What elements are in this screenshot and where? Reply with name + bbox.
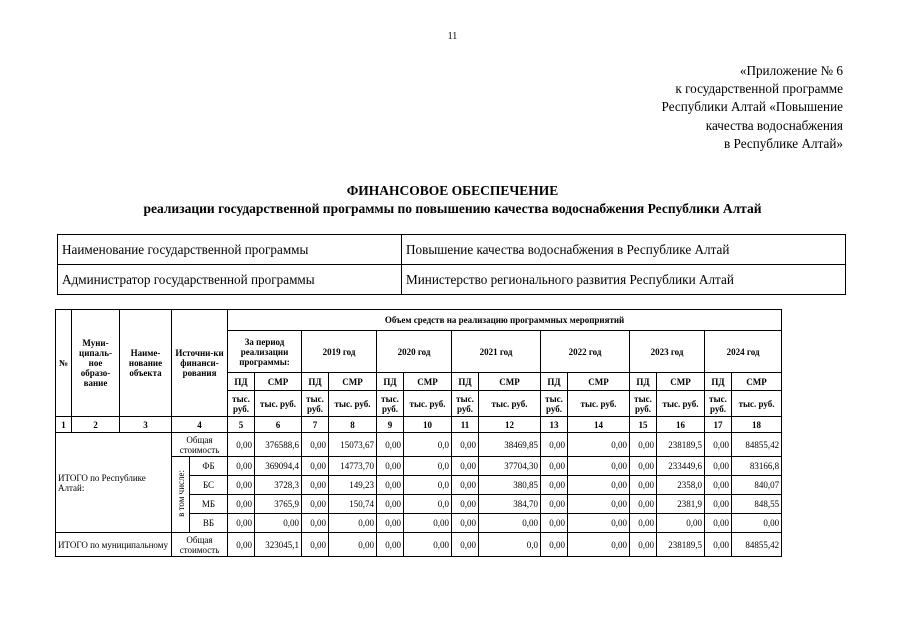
value-cell: 0,00 [228, 476, 255, 495]
pd-header: ПД [541, 373, 568, 391]
value-cell: 0,00 [302, 533, 329, 557]
column-number: 10 [404, 417, 452, 433]
value-cell: 0,00 [228, 533, 255, 557]
value-cell: 0,00 [302, 495, 329, 514]
unit-cell: тыс. руб. [452, 391, 479, 417]
column-number: 15 [630, 417, 657, 433]
value-cell: 2381,9 [657, 495, 705, 514]
smr-header: СМР [657, 373, 705, 391]
title-line: ФИНАНСОВОЕ ОБЕСПЕЧЕНИЕ [346, 183, 559, 198]
pd-header: ПД [630, 373, 657, 391]
value-cell: 0,00 [452, 533, 479, 557]
value-cell: 0,00 [541, 495, 568, 514]
year-header: 2019 год [302, 331, 377, 373]
column-number: 6 [255, 417, 302, 433]
period-header: За период реализации программы: [228, 331, 302, 373]
page-number: 11 [447, 31, 458, 42]
smr-header: СМР [255, 373, 302, 391]
value-cell: 0,00 [541, 433, 568, 457]
column-number: 17 [705, 417, 732, 433]
column-number: 7 [302, 417, 329, 433]
pd-header: ПД [452, 373, 479, 391]
value-cell: 840,07 [732, 476, 782, 495]
value-cell: 0,00 [541, 457, 568, 476]
value-cell: 0,00 [705, 476, 732, 495]
col-no-header: № [56, 310, 72, 417]
column-number: 2 [72, 417, 120, 433]
value-cell: 14773,70 [329, 457, 377, 476]
value-cell: 0,0 [404, 495, 452, 514]
value-cell: 0,00 [657, 514, 705, 533]
info-value: Министерство регионального развития Республики Алтай [402, 265, 846, 295]
including-label-cell [172, 457, 190, 533]
unit-cell: тыс. руб. [479, 391, 541, 417]
unit-cell: тыс. руб. [404, 391, 452, 417]
smr-header: СМР [404, 373, 452, 391]
column-number: 14 [568, 417, 630, 433]
value-cell: 0,00 [630, 533, 657, 557]
pd-header: ПД [705, 373, 732, 391]
value-cell: 384,70 [479, 495, 541, 514]
value-cell: 0,00 [377, 533, 404, 557]
value-cell: 0,00 [568, 457, 630, 476]
appendix-note [662, 62, 843, 153]
smr-header: СМР [732, 373, 782, 391]
column-number: 8 [329, 417, 377, 433]
value-cell: 2358,0 [657, 476, 705, 495]
including-label: в том числе: [175, 470, 186, 517]
value-cell: 84855,42 [732, 433, 782, 457]
value-cell: 0,00 [228, 495, 255, 514]
year-header: 2023 год [630, 331, 705, 373]
value-cell: 0,00 [705, 457, 732, 476]
value-cell: 0,00 [705, 514, 732, 533]
value-cell: 0,00 [302, 514, 329, 533]
value-cell: 0,00 [705, 433, 732, 457]
program-info-table [57, 234, 846, 295]
value-cell: 0,00 [568, 476, 630, 495]
column-number: 13 [541, 417, 568, 433]
appendix-line: качества водоснабжения [705, 117, 843, 133]
info-label: Администратор государственной программы [58, 265, 402, 295]
info-value: Повышение качества водоснабжения в Республике Алтай [402, 235, 846, 265]
col-source-header: Источни-ки финанси-рования [172, 310, 228, 417]
value-cell: 83166,8 [732, 457, 782, 476]
value-cell: 0,00 [479, 514, 541, 533]
value-cell: 0,00 [377, 457, 404, 476]
value-cell: 15073,67 [329, 433, 377, 457]
column-number: 9 [377, 417, 404, 433]
table-row [56, 457, 856, 476]
value-cell: 0,00 [541, 514, 568, 533]
value-cell: 38469,85 [479, 433, 541, 457]
table-row [56, 533, 856, 557]
value-cell: 0,0 [479, 533, 541, 557]
value-cell: 0,00 [452, 514, 479, 533]
value-cell: 0,00 [732, 514, 782, 533]
info-row [58, 235, 846, 265]
unit-cell: тыс. руб. [377, 391, 404, 417]
column-number: 1 [56, 417, 72, 433]
col-object-header: Наиме-нование объекта [120, 310, 172, 417]
year-header: 2024 год [705, 331, 782, 373]
value-cell: 0,0 [404, 457, 452, 476]
document-title [0, 182, 905, 218]
title-line: реализации государственной программы по повышению качества водоснабжения Республики Алтай [143, 201, 762, 216]
unit-cell: тыс. руб. [657, 391, 705, 417]
total-label: ИТОГО по Республике Алтай: [56, 433, 172, 533]
pd-header: ПД [377, 373, 404, 391]
column-number: 16 [657, 417, 705, 433]
value-cell: 0,00 [568, 514, 630, 533]
unit-cell: тыс. руб. [732, 391, 782, 417]
column-number: 18 [732, 417, 782, 433]
value-cell: 238189,5 [657, 433, 705, 457]
value-cell: 0,00 [329, 533, 377, 557]
pd-header: ПД [228, 373, 255, 391]
value-cell: 0,00 [228, 457, 255, 476]
source-cell: МБ [190, 495, 228, 514]
value-cell: 0,00 [255, 514, 302, 533]
value-cell: 380,85 [479, 476, 541, 495]
unit-cell: тыс. руб. [302, 391, 329, 417]
value-cell: 0,00 [568, 495, 630, 514]
appendix-line: в Республике Алтай» [724, 135, 843, 151]
muni-total-label: ИТОГО по муниципальному [56, 533, 172, 557]
unit-cell: тыс. руб. [705, 391, 732, 417]
value-cell: 848,55 [732, 495, 782, 514]
value-cell: 369094,4 [255, 457, 302, 476]
unit-cell: тыс. руб. [630, 391, 657, 417]
source-cell: ВБ [190, 514, 228, 533]
value-cell: 0,00 [705, 495, 732, 514]
value-cell: 0,00 [452, 433, 479, 457]
source-cell: Общая стоимость [172, 533, 228, 557]
value-cell: 233449,6 [657, 457, 705, 476]
year-header: 2022 год [541, 331, 630, 373]
value-cell: 0,00 [452, 457, 479, 476]
header-row [56, 310, 856, 331]
value-cell: 0,00 [705, 533, 732, 557]
column-number: 12 [479, 417, 541, 433]
unit-cell: тыс. руб. [329, 391, 377, 417]
value-cell: 149,23 [329, 476, 377, 495]
value-cell: 0,00 [630, 514, 657, 533]
value-cell: 323045,1 [255, 533, 302, 557]
value-cell: 0,00 [568, 533, 630, 557]
column-number: 4 [172, 417, 228, 433]
appendix-line: «Приложение № 6 [739, 63, 843, 78]
value-cell: 150,74 [329, 495, 377, 514]
unit-cell: тыс. руб. [541, 391, 568, 417]
financing-table [55, 309, 856, 557]
value-cell: 0,00 [630, 433, 657, 457]
year-header: 2021 год [452, 331, 541, 373]
value-cell: 0,00 [377, 433, 404, 457]
column-number: 11 [452, 417, 479, 433]
value-cell: 376588,6 [255, 433, 302, 457]
column-number-row [56, 417, 856, 433]
value-cell: 238189,5 [657, 533, 705, 557]
value-cell: 0,00 [329, 514, 377, 533]
value-cell: 0,00 [541, 533, 568, 557]
value-cell: 0,0 [404, 433, 452, 457]
value-cell: 3765,9 [255, 495, 302, 514]
value-cell: 0,00 [302, 433, 329, 457]
value-cell: 0,00 [630, 495, 657, 514]
pd-header: ПД [302, 373, 329, 391]
source-cell: Общая стоимость [172, 433, 228, 457]
value-cell: 0,00 [452, 495, 479, 514]
value-cell: 0,00 [228, 514, 255, 533]
value-cell: 0,00 [541, 476, 568, 495]
value-cell: 0,00 [302, 457, 329, 476]
info-label: Наименование государственной программы [58, 235, 402, 265]
value-cell: 0,00 [404, 514, 452, 533]
value-cell: 0,0 [404, 476, 452, 495]
col-municipality-header: Муни-ципаль-ное образо-вание [72, 310, 120, 417]
volume-header: Объем средств на реализацию программных мероприятий [228, 310, 782, 331]
column-number: 3 [120, 417, 172, 433]
value-cell: 0,00 [228, 433, 255, 457]
value-cell: 0,00 [404, 533, 452, 557]
value-cell: 0,00 [302, 476, 329, 495]
value-cell: 0,00 [568, 433, 630, 457]
value-cell: 0,00 [630, 476, 657, 495]
info-row [58, 265, 846, 295]
value-cell: 0,00 [377, 514, 404, 533]
value-cell: 0,00 [452, 476, 479, 495]
unit-cell: тыс. руб. [568, 391, 630, 417]
unit-cell: тыс. руб. [228, 391, 255, 417]
value-cell: 0,00 [630, 457, 657, 476]
smr-header: СМР [329, 373, 377, 391]
value-cell: 0,00 [377, 476, 404, 495]
appendix-line: Республики Алтай «Повышение [661, 99, 843, 115]
source-cell: ФБ [190, 457, 228, 476]
appendix-line: к государственной программе [675, 81, 843, 97]
unit-cell: тыс. руб. [255, 391, 302, 417]
smr-header: СМР [568, 373, 630, 391]
smr-header: СМР [479, 373, 541, 391]
year-header: 2020 год [377, 331, 452, 373]
value-cell: 3728,3 [255, 476, 302, 495]
table-row [56, 433, 856, 457]
value-cell: 0,00 [377, 495, 404, 514]
column-number: 5 [228, 417, 255, 433]
value-cell: 37704,30 [479, 457, 541, 476]
source-cell: БС [190, 476, 228, 495]
value-cell: 84855,42 [732, 533, 782, 557]
